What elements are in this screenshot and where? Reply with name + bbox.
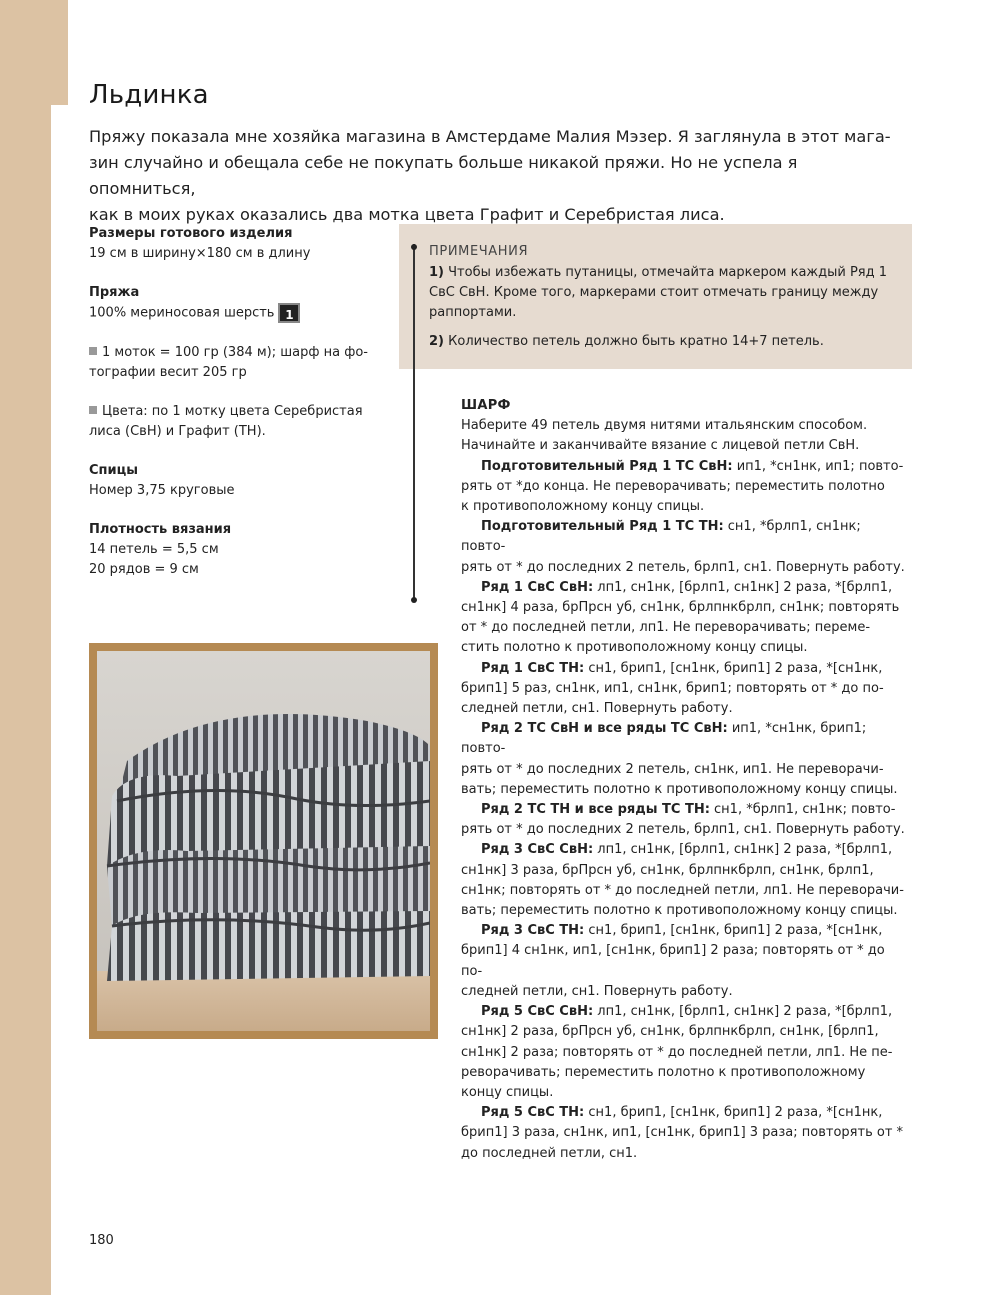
- yarn-spec: [89, 283, 389, 324]
- intro-line: Пряжу показала мне хозяйка магазина в Амстердаме Малия Мэзер. Я заглянула в этот мага-: [89, 127, 891, 146]
- pattern-row-label: Ряд 1 СвС СвН:: [481, 579, 594, 595]
- pattern-row-line: брип1] 4 сн1нк, ип1, [сн1нк, брип1] 2 раза; повторять от * до по-: [461, 943, 885, 979]
- pattern-row-line: следней петли, сн1. Повернуть работу.: [461, 701, 733, 717]
- pattern-row-line: рять от * до последних 2 петель, брлп1, сн1. Повернуть работу.: [461, 559, 905, 575]
- pattern-row-line: вать; переместить полотно к противоположному концу спицы.: [461, 781, 898, 797]
- pattern-row-text: сн1, брип1, [сн1нк, брип1] 2 раза, *[сн1нк,: [584, 1105, 883, 1121]
- specs-column: [89, 224, 389, 599]
- yarn-weight-icon: 1: [278, 303, 300, 323]
- pattern-row-line: [461, 457, 907, 477]
- skein-line: тографии весит 205 гр: [89, 364, 247, 380]
- pattern-row-label: Ряд 1 СвС ТН:: [481, 660, 585, 676]
- pattern-row-line: брип1] 5 раз, сн1нк, ип1, сн1нк, брип1; повторять от * до по-: [461, 680, 884, 696]
- skein-line: 1 моток = 100 гр (384 м); шарф на фо-: [89, 343, 389, 363]
- skein-spec: [89, 343, 389, 383]
- timeline-line: [413, 244, 415, 600]
- pattern-row-line: до последней петли, сн1.: [461, 1145, 638, 1161]
- pattern-row-line: [461, 921, 907, 941]
- pattern-row-line: сн1нк; повторять от * до последней петли, лп1. Не переворачи-: [461, 882, 904, 898]
- pattern-row-line: сн1нк] 4 раза, брПрсн уб, сн1нк, брлпнкбрлп, сн1нк; повторять: [461, 600, 900, 616]
- pattern-row-line: сн1нк] 3 раза, брПрсн уб, сн1нк, брлпнкбрлп, сн1нк, брлп1,: [461, 862, 874, 878]
- pattern-row-line: рять от * до последних 2 петель, сн1нк, ип1. Не переворачи-: [461, 761, 884, 777]
- intro-line: зин случайно и обещала себе не покупать больше никакой пряжи. Но не успела я опомниться,: [89, 153, 798, 198]
- colors-line: лиса (СвН) и Графит (ТН).: [89, 423, 266, 439]
- square-bullet-icon: [89, 406, 97, 414]
- yarn-value: 100% мериносовая шерсть: [89, 305, 275, 321]
- pattern-row-text: лп1, сн1нк, [брлп1, сн1нк] 2 раза, *[брлп1,: [593, 842, 893, 858]
- note-1-number: 1): [429, 265, 444, 280]
- colors-spec: [89, 402, 389, 442]
- pattern-section: [461, 396, 907, 1164]
- pattern-row-line: рять от * до последних 2 петель, брлп1, сн1. Повернуть работу.: [461, 822, 905, 838]
- timeline-dot-bottom: [411, 597, 417, 603]
- scarf-photo: [89, 643, 438, 1039]
- needles-spec: [89, 461, 389, 501]
- square-bullet-icon: [89, 347, 97, 355]
- pattern-row-label: Ряд 2 ТС СвН и все ряды ТС СвН:: [481, 721, 728, 737]
- pattern-intro-line: Наберите 49 петель двумя нитями итальянским способом.: [461, 418, 868, 434]
- pattern-row-line: сн1нк] 2 раза; повторять от * до последней петли, лп1. Не пе-: [461, 1044, 893, 1060]
- needles-value: Номер 3,75 круговые: [89, 482, 235, 498]
- intro-paragraph: [89, 124, 909, 228]
- pattern-row-line: [461, 578, 907, 598]
- pattern-row-text: лп1, сн1нк, [брлп1, сн1нк] 2 раза, *[брлп1,: [593, 579, 893, 595]
- pattern-heading: ШАРФ: [461, 398, 511, 413]
- decorative-top-block: [51, 0, 68, 105]
- pattern-row-line: к противоположному концу спицы.: [461, 499, 705, 515]
- page-title: Льдинка: [89, 80, 209, 110]
- pattern-row-text: лп1, сн1нк, [брлп1, сн1нк] 2 раза, *[брлп1,: [593, 1004, 893, 1020]
- pattern-row-line: стить полотно к противоположному концу спицы.: [461, 640, 808, 656]
- yarn-value-row: [89, 303, 389, 324]
- pattern-row-line: следней петли, сн1. Повернуть работу.: [461, 983, 733, 999]
- pattern-row-text: сн1, *брлп1, сн1нк; повто-: [461, 519, 861, 555]
- pattern-row-label: Ряд 5 СвС ТН:: [481, 1105, 585, 1121]
- pattern-row-line: реворачивать; переместить полотно к противоположному: [461, 1064, 866, 1080]
- pattern-row-label: Ряд 2 ТС ТН и все ряды ТС ТН:: [481, 802, 710, 818]
- note-1: 1) Чтобы избежать путаницы, отмечайта маркером каждый Ряд 1 СвС СвН. Кроме того, маркерами стоит отмечать границу между раппортами.: [429, 265, 888, 320]
- pattern-row-line: [461, 840, 907, 860]
- notes-box: [399, 224, 912, 369]
- pattern-row-line: [461, 1103, 907, 1123]
- scarf-illustration: [97, 651, 430, 1031]
- size-spec: [89, 224, 389, 264]
- needles-heading: Спицы: [89, 462, 139, 478]
- size-heading: Размеры готового изделия: [89, 226, 293, 241]
- pattern-row-line: сн1нк] 2 раза, брПрсн уб, сн1нк, брлпнкбрлп, сн1нк, [брлп1,: [461, 1024, 879, 1040]
- pattern-row-line: вать; переместить полотно к противоположному концу спицы.: [461, 903, 898, 919]
- pattern-row-text: ип1, *сн1нк, ип1; повто-: [732, 458, 904, 474]
- yarn-heading: Пряжа: [89, 285, 140, 300]
- gauge-spec: [89, 520, 389, 580]
- pattern-row-line: [461, 1002, 907, 1022]
- gauge-line: 14 петель = 5,5 см: [89, 541, 219, 557]
- size-value: 19 см в ширину×180 см в длину: [89, 246, 311, 261]
- pattern-row-label: Ряд 3 СвС ТН:: [481, 923, 585, 939]
- pattern-row-line: [461, 659, 907, 679]
- pattern-row-text: ип1, *сн1нк, брип1; повто-: [461, 721, 867, 757]
- pattern-row-line: [461, 719, 907, 759]
- pattern-row-line: [461, 517, 907, 557]
- pattern-row-text: сн1, *брлп1, сн1нк; повто-: [709, 802, 896, 818]
- pattern-row-line: концу спицы.: [461, 1084, 554, 1100]
- pattern-row-label: Подготовительный Ряд 1 ТС ТН:: [481, 519, 724, 535]
- pattern-row-label: Ряд 5 СвС СвН:: [481, 1004, 594, 1020]
- timeline-dot-top: [411, 244, 417, 250]
- pattern-intro-line: Начинайте и заканчивайте вязание с лицевой петли СвН.: [461, 438, 860, 454]
- gauge-line: 20 рядов = 9 см: [89, 561, 199, 577]
- pattern-row-line: [461, 800, 907, 820]
- intro-line: как в моих руках оказались два мотка цвета Графит и Серебристая лиса.: [89, 205, 725, 224]
- pattern-rows: [461, 457, 907, 1164]
- colors-line: Цвета: по 1 мотку цвета Серебристая: [89, 402, 389, 422]
- notes-heading: ПРИМЕЧАНИЯ: [429, 244, 529, 259]
- pattern-row-line: рять от *до конца. Не переворачивать; переместить полотно: [461, 478, 885, 494]
- pattern-row-line: от * до последней петли, лп1. Не переворачивать; переме-: [461, 620, 871, 636]
- page-number: 180: [89, 1233, 114, 1248]
- gauge-heading: Плотность вязания: [89, 521, 232, 537]
- pattern-row-text: сн1, брип1, [сн1нк, брип1] 2 раза, *[сн1нк,: [584, 660, 883, 676]
- pattern-row-label: Ряд 3 СвС СвН:: [481, 842, 594, 858]
- pattern-row-line: брип1] 3 раза, сн1нк, ип1, [сн1нк, брип1] 3 раза; повторять от *: [461, 1125, 904, 1141]
- note-2: 2) Количество петель должно быть кратно 14+7 петель.: [429, 334, 824, 349]
- decorative-side-band: [0, 0, 51, 1295]
- pattern-row-label: Подготовительный Ряд 1 ТС СвН:: [481, 458, 733, 474]
- note-2-number: 2): [429, 334, 444, 349]
- pattern-row-text: сн1, брип1, [сн1нк, брип1] 2 раза, *[сн1нк,: [584, 923, 883, 939]
